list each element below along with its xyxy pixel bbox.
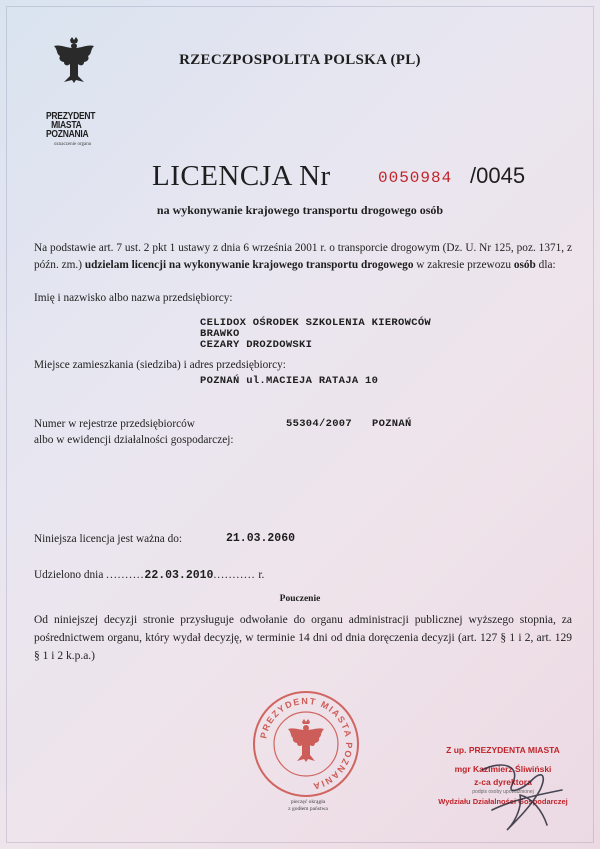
issued-dots-after: ........... bbox=[213, 569, 256, 581]
register-number: 55304/2007 bbox=[286, 418, 353, 430]
country-heading: RZECZPOSPOLITA POLSKA (PL) bbox=[179, 52, 421, 68]
seal-caption-line-1: pieczęć okrągła bbox=[290, 799, 326, 805]
issued-label: Udzielono dnia bbox=[34, 569, 104, 581]
intro-text-3: dla: bbox=[535, 259, 556, 271]
seal-eagle-icon bbox=[288, 719, 324, 762]
issuer-line-3: POZNANIA bbox=[46, 129, 89, 140]
register-label-line-2: albo w ewidencji działalności gospodarczej: bbox=[34, 434, 234, 446]
intro-bold-2: osób bbox=[513, 259, 536, 271]
intro-text-2: w zakresie przewozu bbox=[413, 259, 514, 271]
license-number-suffix: /0045 bbox=[470, 163, 526, 188]
name-label: Imię i nazwisko albo nazwa przedsiębiorcy: bbox=[34, 292, 233, 304]
signature-small-caption: podpis osoby upoważnionej bbox=[472, 789, 534, 795]
issuer-stamp bbox=[46, 112, 95, 139]
issuer-line-2: MIASTA bbox=[51, 120, 82, 131]
name-line-3: CEZARY DROZDOWSKI bbox=[200, 339, 313, 351]
issued-date: 22.03.2010 bbox=[144, 569, 214, 582]
seal-ring-text: PREZYDENT MIASTA POZNANIA bbox=[258, 695, 355, 792]
intro-paragraph bbox=[34, 240, 572, 274]
signature-line-4: Wydziału Działalności Gospodarczej bbox=[438, 797, 568, 806]
issuer-line-1: PREZYDENT bbox=[46, 111, 96, 122]
seal-caption bbox=[268, 799, 348, 813]
name-line-2: BRAWKO bbox=[200, 328, 240, 340]
signature-line-1: Z up. PREZYDENTA MIASTA bbox=[446, 745, 560, 755]
signature-line-2: mgr Kazimierz Śliwiński bbox=[454, 764, 552, 774]
issued-row bbox=[34, 569, 264, 582]
issuer-caption: oznaczenie organu bbox=[54, 142, 92, 147]
license-title: LICENCJA Nr bbox=[152, 160, 331, 192]
notice-text: Od niniejszej decyzji stronie przysługuje odwołanie do organu administracji publicznej wyższego stopnia, za pośrednictwem organu, który wydał decyzję, w terminie 14 dni od dnia doręczenia decyzji (art. 127 § 1 i 2, art. 129 § 1 i 2 k.p.a.) bbox=[34, 614, 572, 662]
license-number: 0050984 bbox=[378, 169, 453, 187]
register-label-line-1: Numer w rejestrze przedsiębiorców bbox=[34, 418, 195, 430]
register-label bbox=[34, 416, 234, 448]
valid-until-value: 21.03.2060 bbox=[226, 532, 296, 545]
valid-until-label: Niniejsza licencja jest ważna do: bbox=[34, 533, 183, 545]
handwritten-signature bbox=[462, 750, 572, 840]
issued-dots-before: .......... bbox=[106, 569, 145, 581]
address-value: POZNAŃ ul.MACIEJA RATAJA 10 bbox=[200, 375, 379, 387]
issued-suffix: r. bbox=[258, 569, 265, 581]
signature-line-3: z-ca dyrektora bbox=[474, 777, 532, 787]
seal-caption-line-2: z godłem państwa bbox=[288, 806, 328, 812]
notice-title: Pouczenie bbox=[279, 594, 321, 604]
name-line-1: CELIDOX OŚRODEK SZKOLENIA KIEROWCÓW bbox=[200, 317, 432, 329]
license-subtitle: na wykonywanie krajowego transportu drogowego osób bbox=[156, 203, 444, 217]
intro-text-1: Na podstawie art. 7 ust. 2 pkt 1 ustawy z dnia 6 września 2001 r. o transporcie drogowym (Dz. U. Nr 125, poz. 1371, z późn. zm.) bbox=[34, 242, 572, 271]
address-label: Miejsce zamieszkania (siedziba) i adres przedsiębiorcy: bbox=[34, 359, 286, 371]
register-city: POZNAŃ bbox=[372, 418, 412, 430]
official-round-seal bbox=[252, 690, 360, 798]
name-value bbox=[200, 318, 431, 351]
intro-bold-1: udzielam licencji na wykonywanie krajowego transportu drogowego bbox=[84, 259, 414, 271]
